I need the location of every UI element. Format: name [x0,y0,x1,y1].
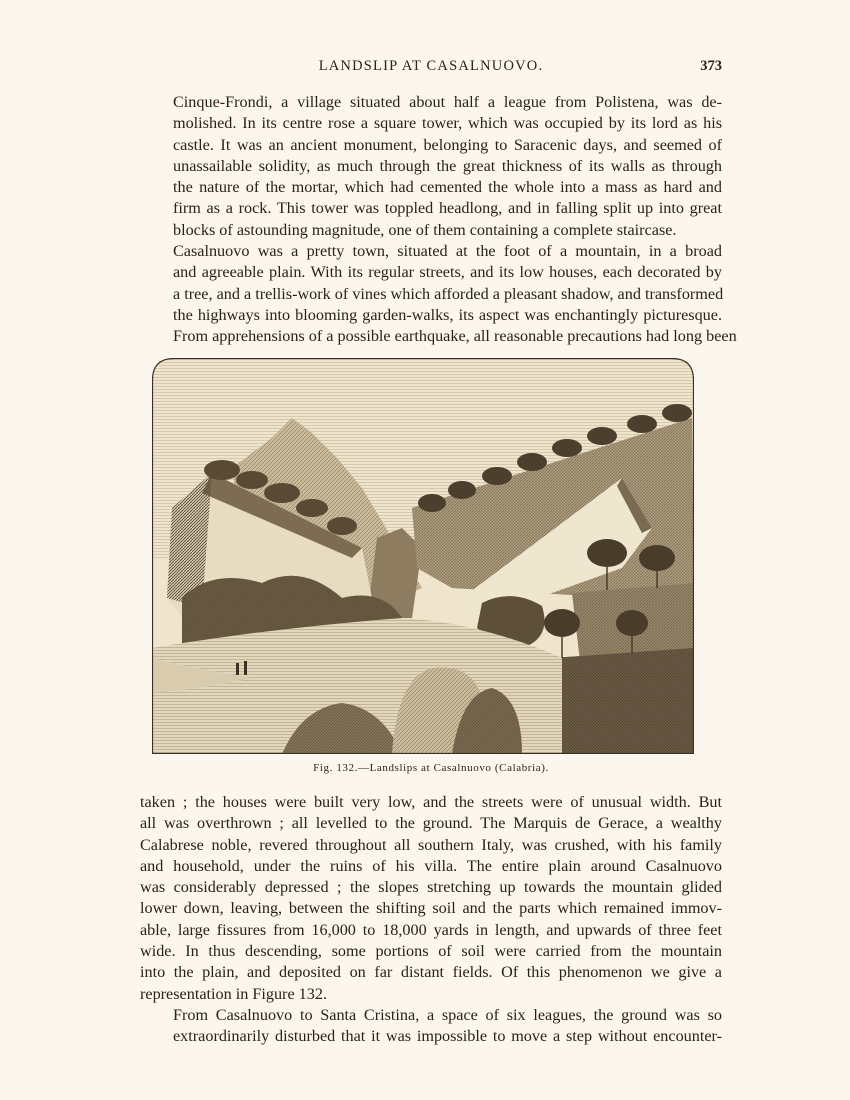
text-line: unassailable solidity, as much through the great thickness of its walls as through [173,156,722,175]
page-number: 373 [700,58,722,74]
figure-caption: Fig. 132.—Landslips at Casalnuovo (Calabria). [313,762,549,774]
text-line: extraordinarily disturbed that it was impossible to move a step without encounter- [173,1027,722,1046]
paragraph-cinque-frondi [140,92,722,241]
paragraph-casalnuovo [140,241,737,347]
text-line: Casalnuovo was a pretty town, situated at the foot of a mountain, in a broad [173,242,722,261]
figure-engraving [152,358,694,754]
text-line: firm as a rock. This tower was toppled headlong, and in falling split up into great [173,199,722,218]
text-line: wide. In thus descending, some portions of soil were carried from the mountain [140,942,722,961]
text-line: and household, under the ruins of his villa. The entire plain around Casalnuovo [140,856,722,875]
text-line: the highways into blooming garden-walks, its aspect was enchantingly picturesque. [173,305,722,324]
text-block-bottom [140,792,722,1048]
text-line: blocks of astounding magnitude, one of them containing a complete staircase. [173,220,677,239]
paragraph-continuation [140,792,722,1005]
text-line: castle. It was an ancient monument, belonging to Saracenic days, and seemed of [173,135,722,154]
text-line: and agreeable plain. With its regular streets, and its low houses, each decorated by [173,263,722,282]
running-title: LANDSLIP AT CASALNUOVO. [318,58,544,74]
text-line: Calabrese noble, revered throughout all southern Italy, was crushed, with his family [140,835,722,854]
text-line: From Casalnuovo to Santa Cristina, a space of six leagues, the ground was so [173,1005,722,1024]
paragraph-santa-cristina [140,1005,722,1048]
text-line: lower down, leaving, between the shifting soil and the parts which remained immov- [140,899,722,918]
text-line: molished. In its centre rose a square tower, which was occupied by its lord as his [173,114,722,133]
running-head [140,58,722,78]
text-line: the nature of the mortar, which had cemented the whole into a mass as hard and [173,178,722,197]
text-line: representation in Figure 132. [140,984,328,1003]
text-line: From apprehensions of a possible earthquake, all reasonable precautions had long been [173,327,737,346]
text-block-top [140,92,737,348]
landslip-illustration [152,358,694,754]
text-line: all was overthrown ; all levelled to the ground. The Marquis de Gerace, a wealthy [140,814,722,833]
text-line: Cinque-Frondi, a village situated about half a league from Polistena, was de- [173,93,722,111]
text-line: able, large fissures from 16,000 to 18,000 yards in length, and upwards of three feet [140,920,722,939]
text-line: was considerably depressed ; the slopes stretching up towards the mountain glided [140,878,722,897]
text-line: a tree, and a trellis-work of vines which afforded a pleasant shadow, and transformed [173,284,724,303]
text-line: taken ; the houses were built very low, and the streets were of unusual width. But [140,793,722,811]
text-line: into the plain, and deposited on far distant fields. Of this phenomenon we give a [140,963,722,982]
